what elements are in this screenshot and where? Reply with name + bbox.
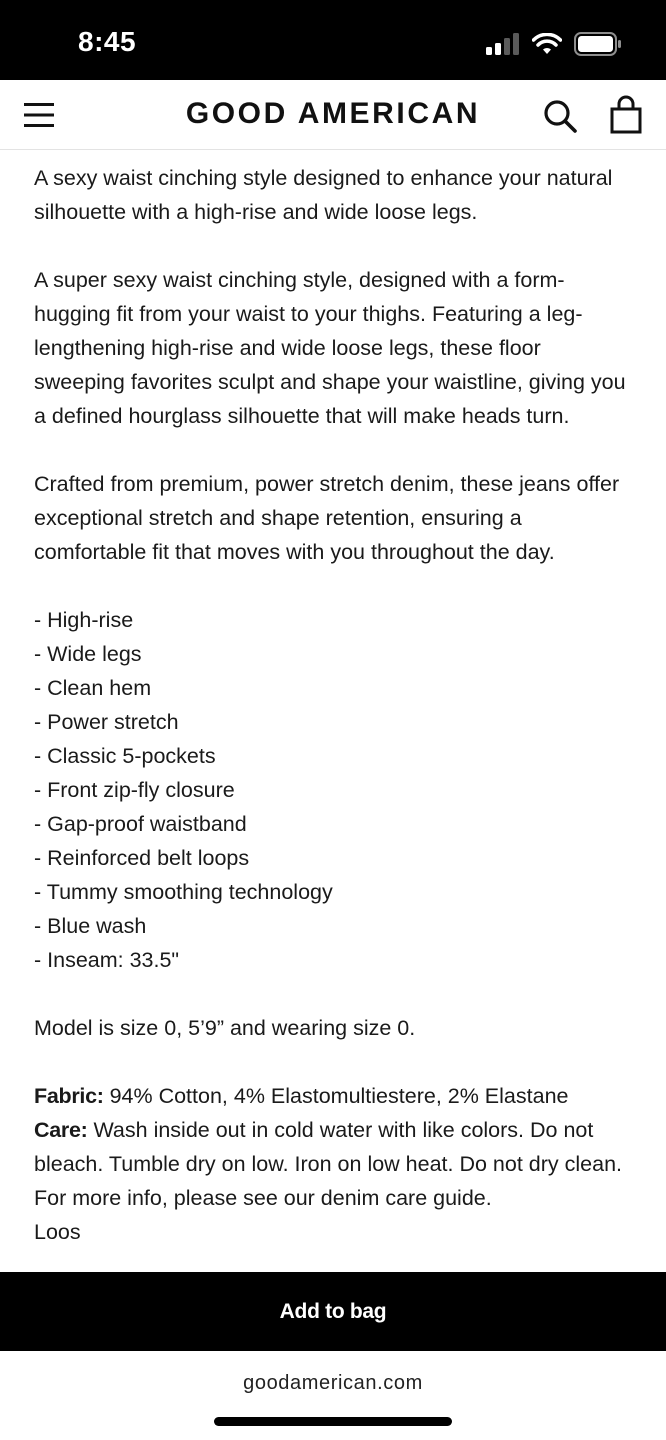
- site-header: [0, 80, 666, 150]
- feature-item: - Blue wash: [34, 914, 147, 938]
- description-intro: A sexy waist cinching style designed to enhance your natural silhouette with a high-rise and wide loose legs.: [34, 166, 613, 224]
- care-label: Care:: [34, 1118, 88, 1142]
- description-body: A super sexy waist cinching style, designed with a form-hugging fit from your waist to your thighs. Featuring a leg-lengthening high-rise and wide loose legs, these floor sweeping favorites sculpt and shape your waistline, giving you a defined hourglass silhouette that will make heads turn.: [34, 268, 626, 428]
- feature-item: - Reinforced belt loops: [34, 846, 250, 870]
- feature-item: - Front zip-fly closure: [34, 778, 235, 802]
- feature-item: - Gap-proof waistband: [34, 812, 247, 836]
- add-to-bag-button[interactable]: Add to bag: [0, 1272, 666, 1351]
- feature-item: - Inseam: 33.5": [34, 948, 180, 972]
- status-bar: [0, 0, 666, 80]
- feature-item: - Power stretch: [34, 710, 179, 734]
- model-size-note: Model is size 0, 5’9” and wearing size 0.: [34, 1016, 416, 1040]
- fabric-value: 94% Cotton, 4% Elastomultiestere, 2% Elastane: [103, 1084, 569, 1108]
- care-line: [34, 1113, 634, 1215]
- menu-icon[interactable]: [22, 98, 56, 132]
- wifi-icon: [532, 33, 562, 55]
- brand-logo[interactable]: GOOD AMERICAN: [185, 97, 481, 130]
- fabric-label: Fabric:: [34, 1084, 104, 1108]
- search-icon[interactable]: [542, 98, 578, 134]
- care-value: Wash inside out in cold water with like colors. Do not bleach. Tumble dry on low. Iron on low heat. Do not dry clean. For more info, please see our denim care guide.: [34, 1118, 622, 1210]
- shopping-bag-icon[interactable]: [608, 95, 644, 135]
- fabric-line: [34, 1079, 634, 1113]
- truncated-text: Loos: [34, 1220, 81, 1244]
- browser-address-bar: [0, 1351, 666, 1440]
- product-description: [34, 150, 634, 1272]
- feature-item: - Clean hem: [34, 676, 152, 700]
- feature-item: - High-rise: [34, 608, 134, 632]
- cellular-signal-icon: [486, 33, 520, 55]
- feature-item: - Classic 5-pockets: [34, 744, 216, 768]
- description-craft: Crafted from premium, power stretch denim, these jeans offer exceptional stretch and shape retention, ensuring a comfortable fit that moves with you throughout the day.: [34, 472, 620, 564]
- feature-item: - Tummy smoothing technology: [34, 880, 333, 904]
- home-indicator: [214, 1417, 452, 1426]
- url-text[interactable]: goodamerican.com: [243, 1372, 423, 1394]
- feature-item: - Wide legs: [34, 642, 142, 666]
- status-time: 8:45: [78, 26, 137, 57]
- fabric-care-info: [34, 1079, 634, 1249]
- battery-icon: [574, 32, 622, 56]
- feature-list: [34, 603, 634, 977]
- status-icons: [486, 30, 622, 58]
